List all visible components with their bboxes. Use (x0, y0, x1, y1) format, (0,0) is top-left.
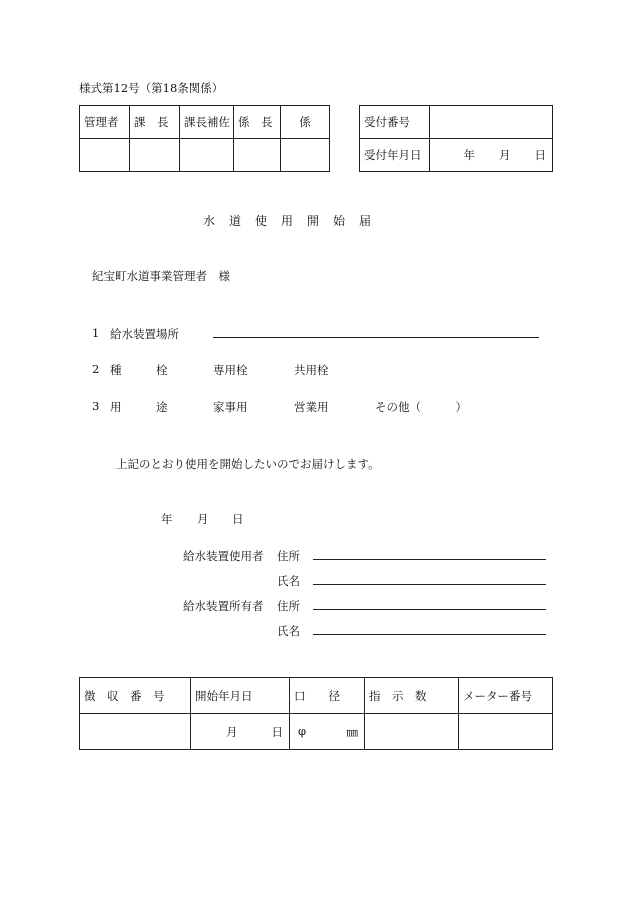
owner-label: 給水装置所有者 (183, 599, 264, 613)
option-private-tap[interactable]: 専用栓 (213, 363, 248, 377)
billing-table (79, 677, 553, 750)
receipt-date-label: 受付年月日 (360, 139, 430, 172)
form-number: 様式第12号（第18条関係） (79, 81, 224, 95)
mm-unit: ㎜ (346, 724, 358, 739)
approval-stamp-cell[interactable] (80, 139, 130, 172)
meter-reading-cell[interactable] (365, 714, 459, 750)
date-month-unit: 月 (197, 512, 209, 526)
collection-number-cell[interactable] (80, 714, 191, 750)
receipt-month-unit: 月 (499, 148, 511, 162)
date-year-unit: 年 (161, 512, 173, 526)
approval-stamp-cell[interactable] (180, 139, 234, 172)
date-day-unit: 日 (232, 512, 244, 526)
user-label: 給水装置使用者 (183, 549, 264, 563)
start-day-unit: 日 (271, 724, 283, 739)
header-diameter: 口 径 (290, 678, 365, 714)
receipt-day-unit: 日 (534, 148, 546, 162)
user-address-label: 住所 (277, 549, 300, 563)
option-other[interactable]: その他（ ） (375, 400, 467, 414)
receipt-table (359, 105, 553, 172)
approval-header-manager: 管理者 (80, 106, 130, 139)
item-number-3: 3 (92, 399, 100, 413)
receipt-year-unit: 年 (463, 148, 475, 162)
option-business[interactable]: 営業用 (294, 400, 329, 414)
header-meter-reading: 指 示 数 (365, 678, 459, 714)
item-number-1: 1 (92, 326, 100, 340)
receipt-number-label: 受付番号 (360, 106, 430, 139)
approval-header-staff: 係 (281, 106, 330, 139)
owner-name-input-line[interactable] (313, 634, 546, 635)
location-input-line[interactable] (213, 337, 539, 338)
owner-name-label: 氏名 (277, 624, 300, 638)
option-shared-tap[interactable]: 共用栓 (294, 363, 329, 377)
approval-stamp-cell[interactable] (130, 139, 180, 172)
phi-symbol: φ (298, 723, 307, 738)
owner-address-label: 住所 (277, 599, 300, 613)
start-month-unit: 月 (226, 724, 238, 739)
meter-number-cell[interactable] (459, 714, 553, 750)
addressee: 紀宝町水道事業管理者 様 (92, 269, 230, 283)
item-label-usage: 用 途 (110, 400, 168, 414)
receipt-number-value[interactable] (430, 106, 553, 139)
item-number-2: 2 (92, 362, 100, 376)
approval-header-deputy-chief: 課長補佐 (180, 106, 234, 139)
approval-stamp-cell[interactable] (281, 139, 330, 172)
user-name-input-line[interactable] (313, 584, 546, 585)
statement-text: 上記のとおり使用を開始したいのでお届けします。 (116, 457, 380, 471)
approval-header-unit-chief: 係 長 (234, 106, 281, 139)
diameter-cell[interactable] (290, 714, 365, 750)
page-title: 水 道 使 用 開 始 届 (203, 214, 373, 228)
approval-table (79, 105, 330, 172)
header-collection-number: 徴 収 番 号 (80, 678, 191, 714)
item-label-tap-type: 種 栓 (110, 363, 168, 377)
header-start-date: 開始年月日 (191, 678, 290, 714)
user-address-input-line[interactable] (313, 559, 546, 560)
start-date-cell[interactable] (191, 714, 290, 750)
user-name-label: 氏名 (277, 574, 300, 588)
approval-stamp-cell[interactable] (234, 139, 281, 172)
header-meter-number: メーター番号 (459, 678, 553, 714)
option-household[interactable]: 家事用 (213, 400, 248, 414)
item-label-location: 給水装置場所 (110, 327, 179, 341)
approval-header-section-chief: 課 長 (130, 106, 180, 139)
owner-address-input-line[interactable] (313, 609, 546, 610)
receipt-date-value[interactable] (430, 139, 553, 172)
